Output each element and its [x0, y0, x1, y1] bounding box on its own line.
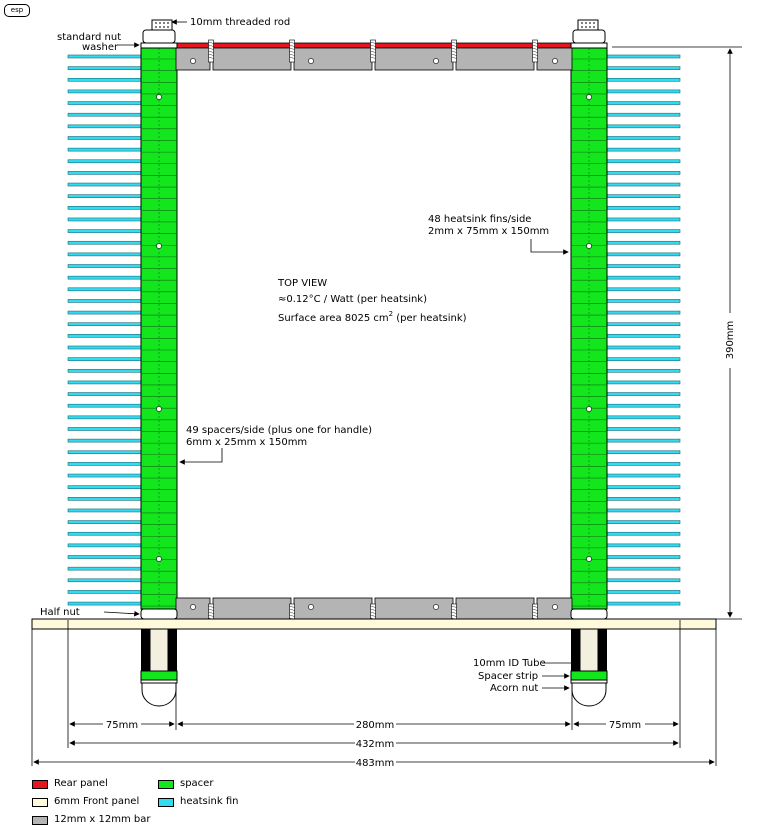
- legend-label: 6mm Front panel: [54, 796, 140, 807]
- dim-center: 280mm: [355, 720, 395, 731]
- bar-segment: [213, 598, 291, 620]
- bar-segment: [294, 598, 372, 620]
- label-washer: washer: [82, 42, 119, 53]
- heatsink-fin: [605, 556, 680, 559]
- legend-swatch-spacer: [158, 780, 174, 789]
- heatsink-fin: [68, 567, 143, 570]
- heatsink-fin: [68, 206, 143, 209]
- heatsink-fin: [68, 556, 143, 559]
- heatsink-fin: [605, 299, 680, 302]
- label-thermal-resistance: ≈0.12°C / Watt (per heatsink): [278, 294, 427, 305]
- heatsink-fin: [68, 102, 143, 105]
- heatsink-fin: [605, 474, 680, 477]
- heatsink-fin: [68, 369, 143, 372]
- heatsink-fin: [68, 486, 143, 489]
- heatsink-fin: [68, 288, 143, 291]
- heatsink-fin: [68, 125, 143, 128]
- legend-label: heatsink fin: [180, 796, 239, 807]
- heatsink-fin: [605, 590, 680, 593]
- spacer-hole: [156, 243, 161, 248]
- heatsink-fin: [68, 136, 143, 139]
- heatsink-fin: [68, 276, 143, 279]
- spacer-hole: [156, 556, 161, 561]
- spacer-hole: [586, 556, 591, 561]
- legend-swatch-bar: [32, 816, 48, 825]
- bar-segment: [375, 48, 453, 70]
- heatsink-fin: [605, 323, 680, 326]
- heatsink-fin: [605, 544, 680, 547]
- heatsink-fin: [605, 183, 680, 186]
- bar-hole: [190, 58, 195, 63]
- heatsink-fin: [605, 521, 680, 524]
- legend-swatch-rear-panel: [32, 780, 48, 789]
- heatsink-fin: [68, 532, 143, 535]
- heatsink-fin: [68, 90, 143, 93]
- heatsink-fin: [605, 113, 680, 116]
- label-surface-area: [278, 310, 467, 324]
- heatsink-fin: [605, 497, 680, 500]
- bar-segment: [456, 48, 534, 70]
- heatsink-fin: [605, 311, 680, 314]
- heatsink-fin: [68, 462, 143, 465]
- heatsink-fin: [605, 451, 680, 454]
- heatsink-fin: [68, 346, 143, 349]
- spacer-stack-left: [141, 48, 177, 609]
- heatsink-fin: [605, 136, 680, 139]
- bar-hole: [308, 58, 313, 63]
- spacer-hole: [586, 406, 591, 411]
- label-acorn-nut: Acorn nut: [490, 683, 539, 694]
- heatsink-fin: [68, 509, 143, 512]
- legend-swatch-heatsink-fin: [158, 798, 174, 807]
- heatsink-fin: [605, 579, 680, 582]
- bar-hole: [552, 604, 557, 609]
- spacer-hole: [156, 406, 161, 411]
- dim-front-panel: 483mm: [355, 758, 395, 769]
- label-fins-size: 2mm x 75mm x 150mm: [428, 226, 550, 237]
- heatsink-fin: [605, 427, 680, 430]
- right-lower-assembly: [571, 629, 607, 706]
- heatsink-fin: [68, 183, 143, 186]
- heatsink-fin: [605, 67, 680, 70]
- heatsink-fin: [68, 521, 143, 524]
- heatsink-fin: [605, 393, 680, 396]
- heatsink-fin: [68, 579, 143, 582]
- heatsink-fin: [68, 451, 143, 454]
- heatsink-fin: [68, 265, 143, 268]
- heatsink-fin: [68, 358, 143, 361]
- heatsink-fin: [605, 334, 680, 337]
- heatsink-fin: [68, 323, 143, 326]
- heatsink-fin: [605, 265, 680, 268]
- heatsink-fin: [605, 509, 680, 512]
- heatsink-fins-right: [605, 55, 680, 605]
- heatsink-fin: [605, 369, 680, 372]
- dim-left-fins: 75mm: [105, 720, 139, 731]
- heatsink-fin: [68, 195, 143, 198]
- legend-swatch-front-panel: [32, 798, 48, 807]
- spacer-hole: [586, 243, 591, 248]
- heatsink-fin: [605, 358, 680, 361]
- heatsink-fin: [68, 334, 143, 337]
- heatsink-fin: [68, 230, 143, 233]
- legend-label: spacer: [180, 778, 214, 789]
- legend: [32, 778, 352, 834]
- heatsink-fin: [68, 439, 143, 442]
- label-standard-nut: standard nut: [57, 32, 122, 43]
- label-top-view: TOP VIEW: [278, 278, 328, 289]
- heatsink-fin: [68, 393, 143, 396]
- heatsink-fin: [605, 218, 680, 221]
- heatsink-fin: [68, 497, 143, 500]
- bar-hole: [552, 58, 557, 63]
- bar-hole: [308, 604, 313, 609]
- heatsink-fin: [68, 544, 143, 547]
- heatsink-fin: [605, 171, 680, 174]
- heatsink-fin: [605, 567, 680, 570]
- bar-segment: [213, 48, 291, 70]
- heatsink-fin: [605, 416, 680, 419]
- heatsink-fin: [68, 113, 143, 116]
- heatsink-fin: [605, 102, 680, 105]
- heatsink-fin: [605, 78, 680, 81]
- bar-segment: [375, 598, 453, 620]
- heatsink-fin: [68, 602, 143, 605]
- bar-hole: [433, 604, 438, 609]
- legend-label: 12mm x 12mm bar: [54, 814, 151, 825]
- label-surface-area-suffix: (per heatsink): [393, 313, 467, 324]
- label-surface-area-sup: 2: [388, 310, 394, 318]
- right-top-nut: [571, 20, 607, 48]
- bar-hole: [190, 604, 195, 609]
- heatsink-fin: [68, 474, 143, 477]
- label-threaded-rod: 10mm threaded rod: [190, 17, 291, 28]
- heatsink-fin: [605, 381, 680, 384]
- heatsink-fin: [68, 381, 143, 384]
- heatsink-fin: [68, 78, 143, 81]
- heatsink-fin: [605, 532, 680, 535]
- heatsink-fin: [68, 427, 143, 430]
- heatsink-fin: [605, 404, 680, 407]
- heatsink-fin: [605, 602, 680, 605]
- heatsink-fin: [605, 125, 680, 128]
- left-top-nut: [141, 20, 177, 48]
- heatsink-fin: [68, 311, 143, 314]
- spacer-hole: [156, 94, 161, 99]
- heatsink-fin: [605, 439, 680, 442]
- heatsink-fin: [605, 276, 680, 279]
- front-panel: [32, 619, 716, 629]
- heatsink-fin: [605, 288, 680, 291]
- heatsink-fin: [68, 148, 143, 151]
- heatsink-fin: [68, 299, 143, 302]
- esp-logo: esp: [4, 4, 30, 17]
- label-surface-area-main: Surface area 8025 cm: [278, 313, 389, 324]
- left-half-nut: [141, 609, 177, 619]
- heatsink-fin: [605, 90, 680, 93]
- label-half-nut: Half nut: [40, 607, 80, 618]
- heatsink-fin: [605, 148, 680, 151]
- heatsink-fin: [605, 241, 680, 244]
- spacer-stack-right: [571, 48, 607, 609]
- heatsink-fin: [605, 486, 680, 489]
- heatsink-fin: [68, 171, 143, 174]
- bar-segment: [294, 48, 372, 70]
- dim-right-fins: 75mm: [608, 720, 642, 731]
- heatsink-fin: [68, 404, 143, 407]
- heatsink-fin: [605, 462, 680, 465]
- legend-label: Rear panel: [54, 778, 108, 789]
- bar-hole: [433, 58, 438, 63]
- heatsink-fin: [68, 67, 143, 70]
- heatsink-fin: [605, 160, 680, 163]
- heatsink-fin: [605, 230, 680, 233]
- heatsink-fin: [605, 253, 680, 256]
- label-spacers-count: 49 spacers/side (plus one for handle): [186, 425, 373, 436]
- heatsink-fin: [605, 206, 680, 209]
- heatsink-fin: [68, 241, 143, 244]
- label-spacers-size: 6mm x 25mm x 150mm: [186, 437, 308, 448]
- label-spacer-strip: Spacer strip: [478, 671, 539, 682]
- heatsink-fins-left: [68, 55, 143, 605]
- heatsink-fin: [605, 195, 680, 198]
- bar-segment: [456, 598, 534, 620]
- dim-height: 390mm: [725, 320, 736, 360]
- spacer-hole: [586, 94, 591, 99]
- left-lower-assembly: [141, 629, 177, 706]
- heatsink-fin: [68, 160, 143, 163]
- heatsink-fin: [68, 253, 143, 256]
- dim-overall-heatsink: 432mm: [355, 739, 395, 750]
- label-fins-count: 48 heatsink fins/side: [428, 214, 532, 225]
- heatsink-fin: [605, 55, 680, 58]
- heatsink-fin: [605, 346, 680, 349]
- heatsink-fin: [68, 55, 143, 58]
- heatsink-fin: [68, 218, 143, 221]
- right-half-nut: [571, 609, 607, 619]
- heatsink-fin: [68, 416, 143, 419]
- label-id-tube: 10mm ID Tube: [473, 658, 546, 669]
- heatsink-fin: [68, 590, 143, 593]
